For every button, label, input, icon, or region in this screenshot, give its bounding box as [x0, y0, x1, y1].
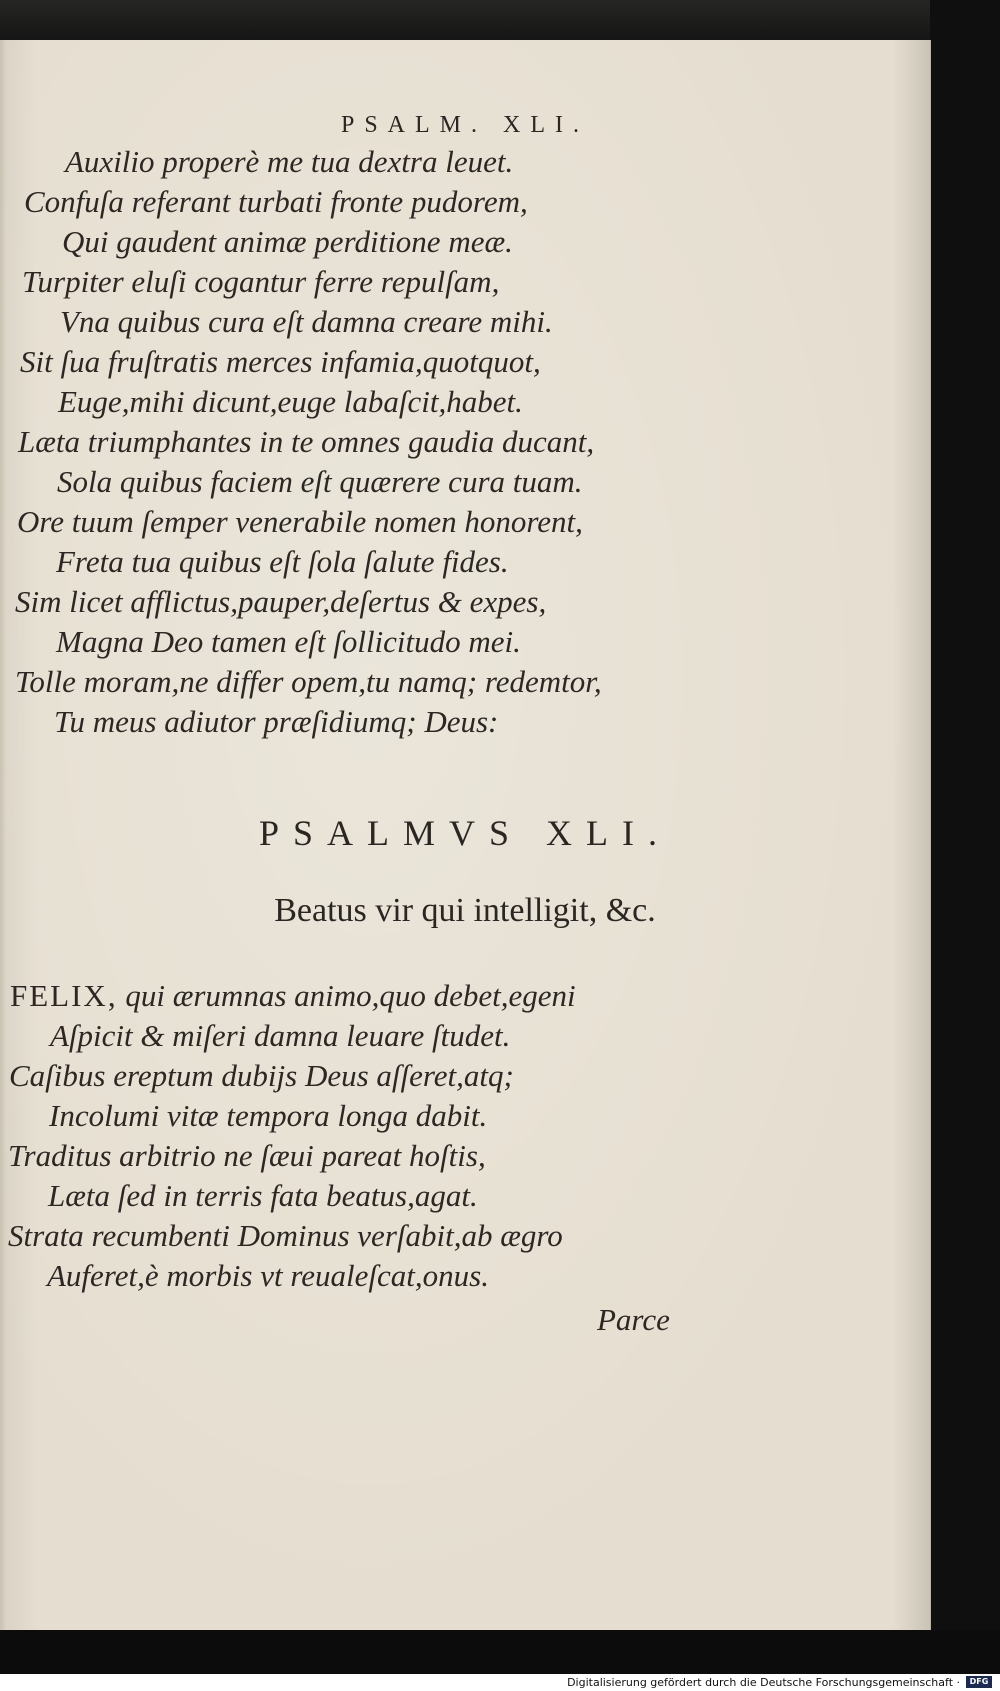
verse-line: Magna Deo tamen eſt ſollicitudo mei.	[56, 624, 521, 659]
scan-bottom-edge	[0, 1630, 1000, 1674]
verse-line: Caſibus ereptum dubijs Deus aſſeret,atq;	[9, 1058, 514, 1093]
verse-line: Freta tua quibus eſt ſola ſalute fides.	[56, 544, 509, 579]
verse-line: Læta triumphantes in te omnes gaudia ducant,	[18, 424, 595, 459]
verse-line: Tolle moram,ne differ opem,tu namq; redemtor,	[15, 664, 602, 699]
running-head: PSALM. XLI.	[340, 112, 589, 138]
catchword: Parce	[597, 1302, 670, 1337]
scan-top-edge	[0, 0, 1000, 40]
psalm-heading: PSALMVS XLI.	[258, 813, 672, 853]
footer-credit: Digitalisierung gefördert durch die Deutsche Forschungsgemeinschaft ·	[567, 1676, 960, 1689]
verse-line: Auxilio properè me tua dextra leuet.	[65, 144, 514, 179]
verse-line: Sim licet afflictus,pauper,deſertus & expes,	[15, 584, 547, 619]
verse-line: Sola quibus faciem eſt quærere cura tuam.	[57, 464, 583, 499]
verse-line: Strata recumbenti Dominus verſabit,ab ægro	[8, 1218, 563, 1253]
verse-line: Sit ſua fruſtratis merces infamia,quotquot,	[20, 344, 541, 379]
verse-line: Confuſa referant turbati fronte pudorem,	[24, 184, 528, 219]
verse-line: Turpiter eluſi cogantur ferre repulſam,	[22, 264, 500, 299]
digitization-footer	[0, 1674, 1000, 1691]
verse-line: Tu meus adiutor præſidiumq; Deus:	[54, 704, 499, 739]
verse-line: Ore tuum ſemper venerabile nomen honorent,	[17, 504, 583, 539]
verse-line	[10, 976, 940, 1016]
verse-line: Incolumi vitæ tempora longa dabit.	[49, 1098, 488, 1133]
psalm-incipit: Beatus vir qui intelligit, &c.	[274, 892, 656, 929]
verse-line: Traditus arbitrio ne ſæui pareat hoſtis,	[8, 1138, 486, 1173]
initial-word: FELIX,	[10, 978, 118, 1013]
verse-line: Aſpicit & miſeri damna leuare ſtudet.	[50, 1018, 511, 1053]
verse-line: Euge,mihi dicunt,euge labaſcit,habet.	[58, 384, 523, 419]
verse-line: Læta ſed in terris fata beatus,agat.	[48, 1178, 478, 1213]
book-page	[0, 40, 931, 1632]
verse-line: Qui gaudent animæ perditione meæ.	[62, 224, 513, 259]
verse-line-rest: qui ærumnas animo,quo debet,egeni	[117, 978, 576, 1013]
verse-line: Vna quibus cura eſt damna creare mihi.	[60, 304, 553, 339]
dfg-logo-icon: DFG	[966, 1676, 992, 1688]
verse-line: Auferet,è morbis vt reualeſcat,onus.	[47, 1258, 489, 1293]
